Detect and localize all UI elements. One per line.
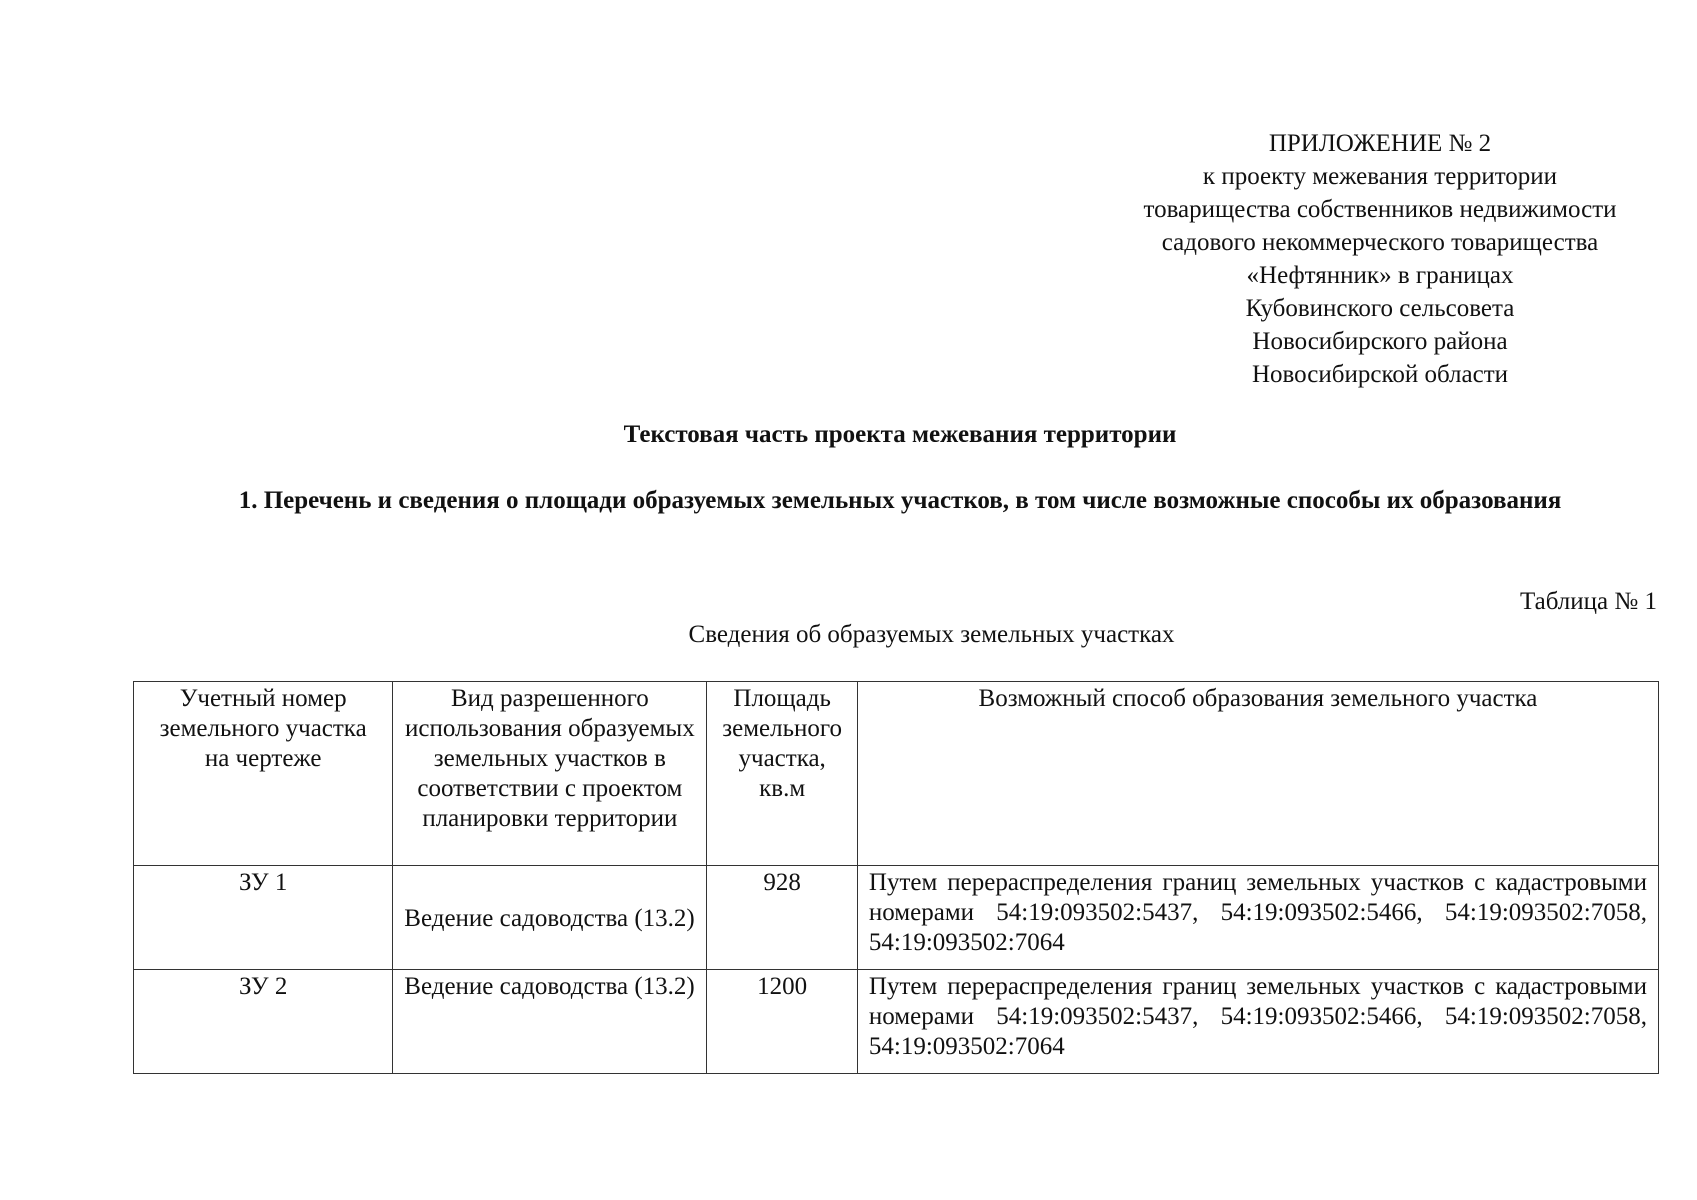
cell-area: 928 <box>707 866 858 970</box>
table-row <box>134 866 1659 970</box>
appendix-line: «Нефтянник» в границах <box>1246 262 1514 289</box>
cell-formation-method: Путем перераспределения границ земельных участков с кадастровыми номерами 54:19:093502:5437, 54:19:093502:5466, 54:19:093502:7058, 54:19:093502:7064 <box>857 866 1658 970</box>
appendix-line: Новосибирской области <box>1251 361 1509 388</box>
cell-permitted-use: Ведение садоводства (13.2) <box>393 970 707 1074</box>
appendix-line: садового некоммерческого товарищества <box>1161 229 1599 256</box>
header-cell-area: Площадь земельного участка, кв.м <box>707 682 858 866</box>
appendix-line: Новосибирского района <box>1252 328 1508 355</box>
table-caption: Сведения об образуемых земельных участках <box>688 621 1175 648</box>
cell-formation-method: Путем перераспределения границ земельных участков с кадастровыми номерами 54:19:093502:5437, 54:19:093502:5466, 54:19:093502:7058, 54:19:093502:7064 <box>857 970 1658 1074</box>
cell-area: 1200 <box>707 970 858 1074</box>
appendix-line: товарищества собственников недвижимости <box>1143 196 1617 223</box>
appendix-line: Кубовинского сельсовета <box>1245 295 1515 322</box>
appendix-line: к проекту межевания территории <box>1202 163 1558 190</box>
cell-plot-number: ЗУ 2 <box>134 970 393 1074</box>
appendix-title: ПРИЛОЖЕНИЕ № 2 <box>1268 130 1492 157</box>
cell-permitted-use: Ведение садоводства (13.2) <box>393 866 707 970</box>
header-cell-method: Возможный способ образования земельного участка <box>857 682 1658 866</box>
appendix-block <box>1080 127 1680 391</box>
section-heading: 1. Перечень и сведения о площади образуемых земельных участков, в том числе возможные способы их образования <box>238 487 1562 514</box>
land-plots-table <box>133 681 1659 1074</box>
cell-plot-number: ЗУ 1 <box>134 866 393 970</box>
document-title: Текстовая часть проекта межевания территории <box>623 421 1177 448</box>
table-number: Таблица № 1 <box>1519 588 1657 615</box>
table-row <box>134 970 1659 1074</box>
header-cell-number: Учетный номер земельного участка на чертеже <box>134 682 393 866</box>
header-cell-use: Вид разрешенного использования образуемых земельных участков в соответствии с проектом планировки территории <box>393 682 707 866</box>
table-header-row <box>134 682 1659 866</box>
